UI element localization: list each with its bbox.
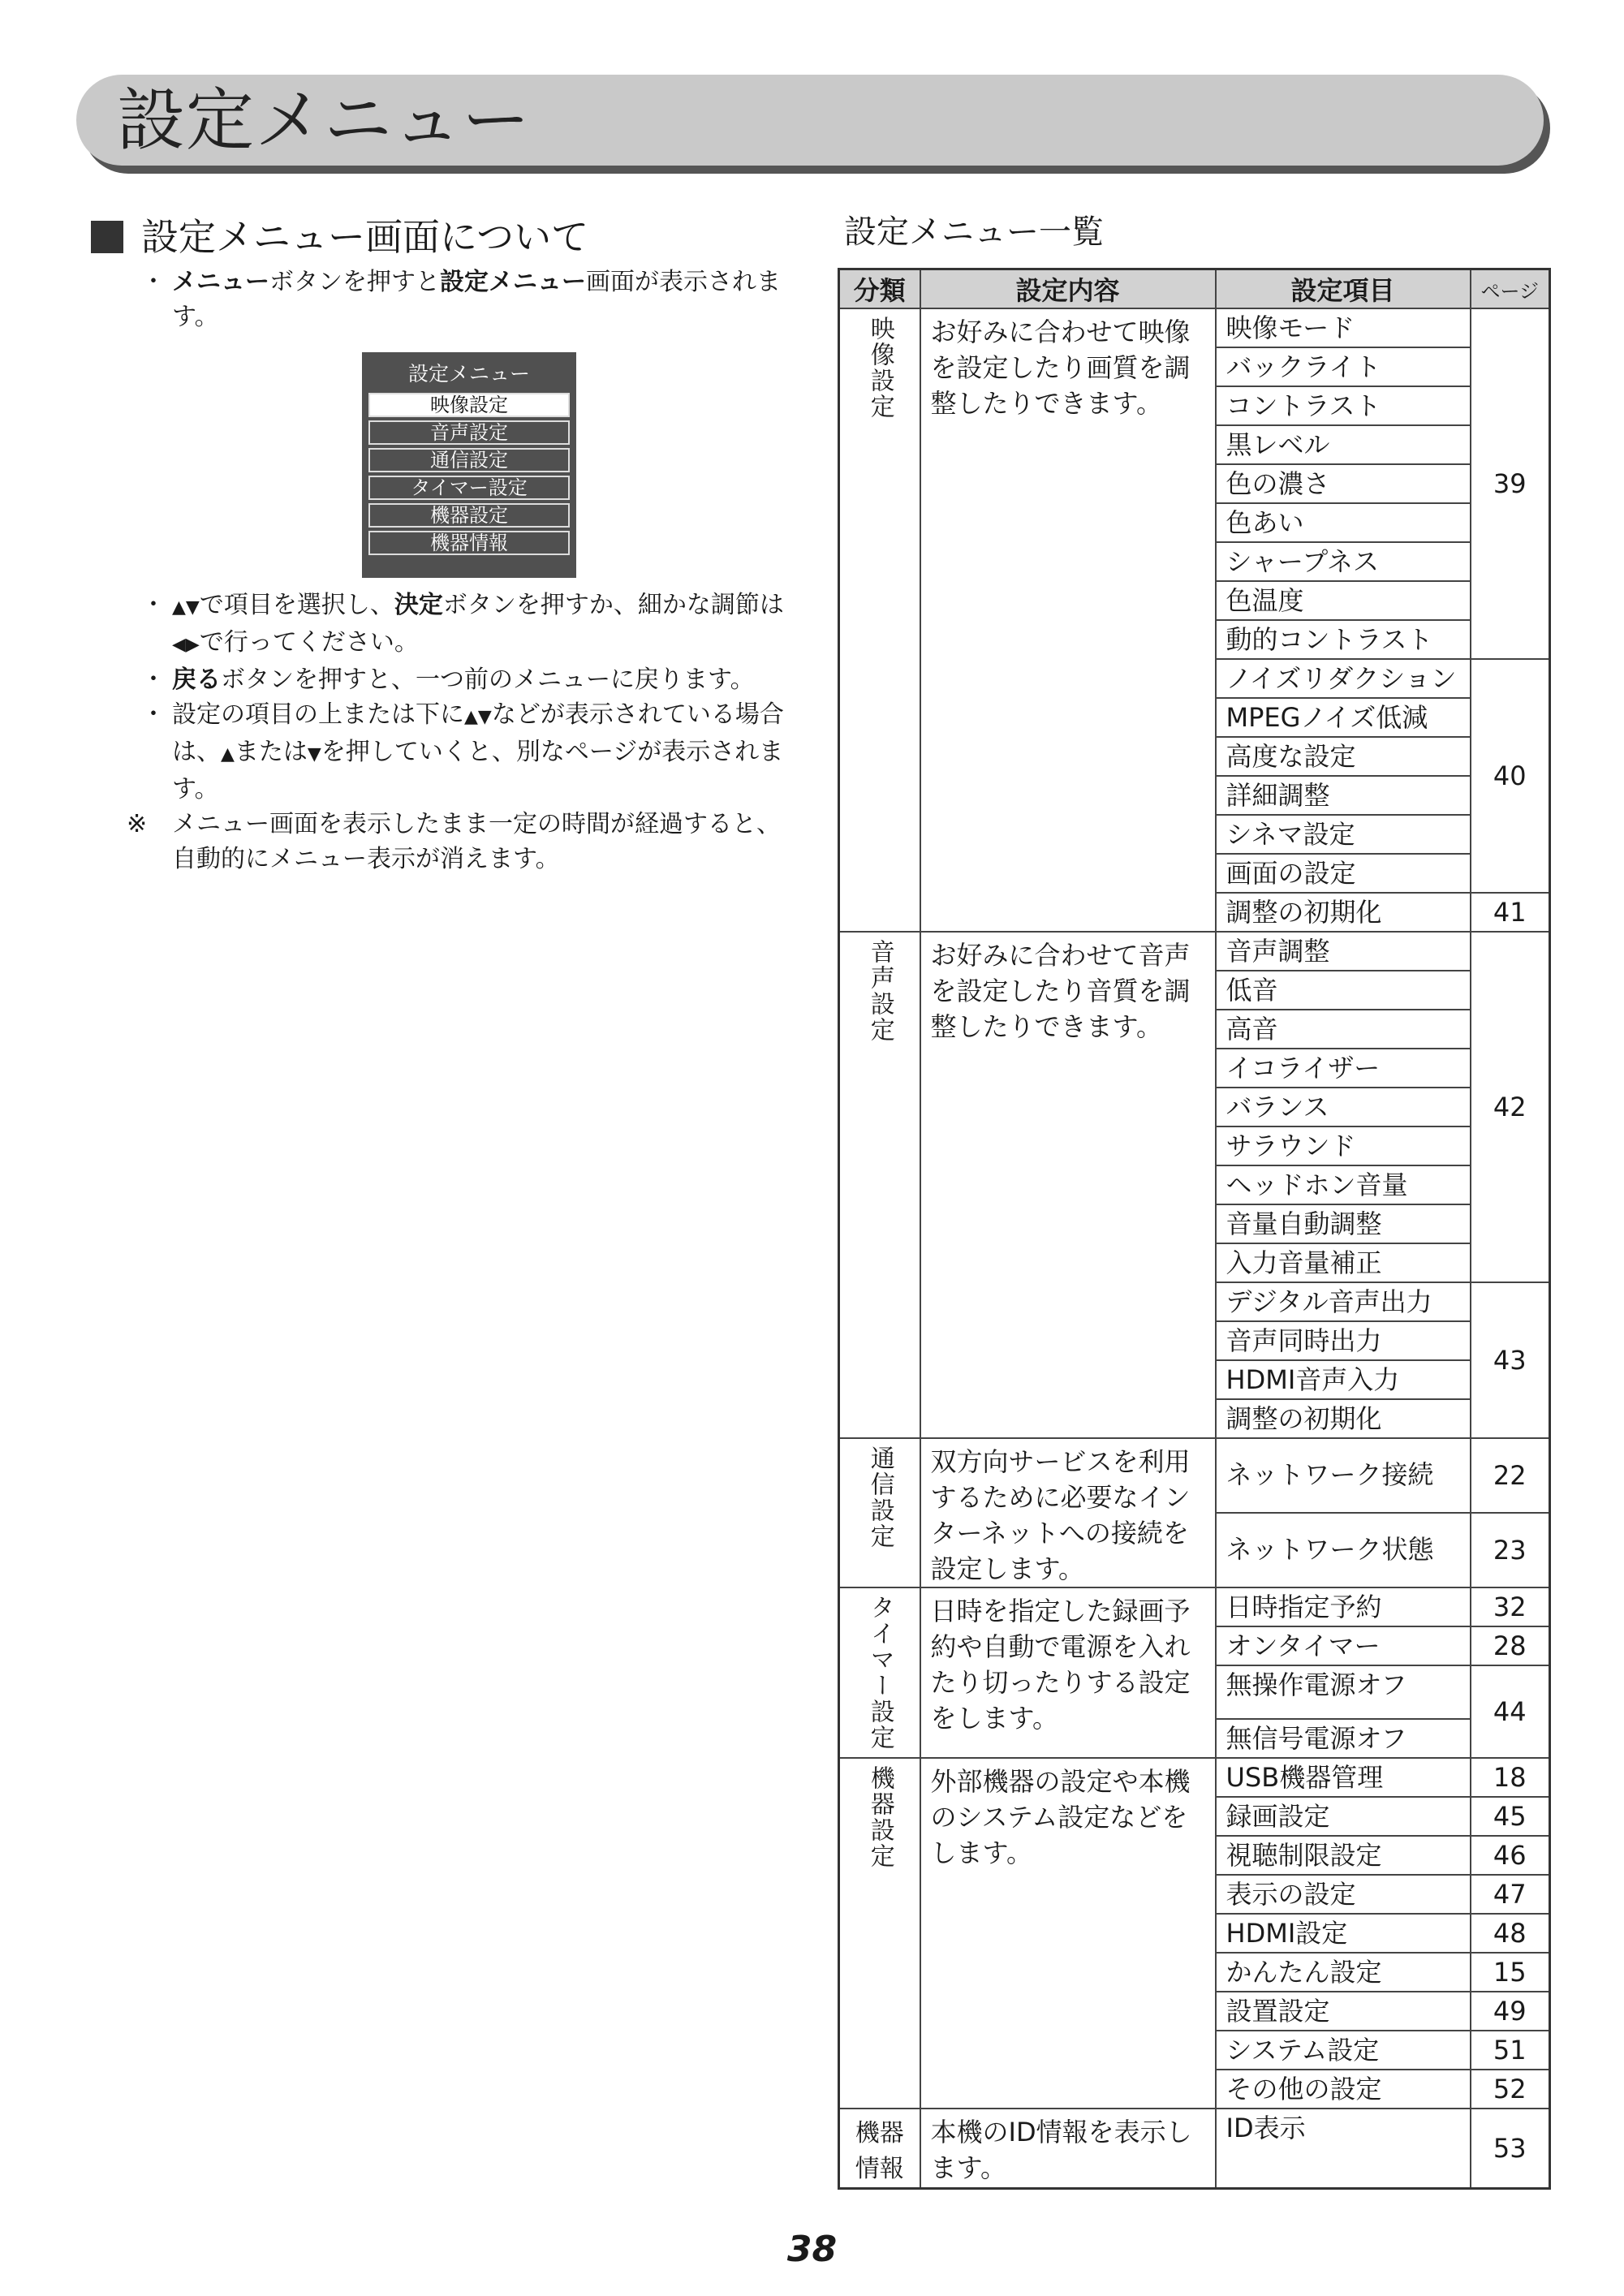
category-cell: タイマー設定 [839, 1587, 920, 1758]
description-cell: お好みに合わせて映像を設定したり画質を調整したりできます。 [920, 308, 1216, 932]
page-cell: 46 [1471, 1836, 1550, 1875]
item-cell: 高度な設定 [1216, 737, 1471, 776]
item-cell: かんたん設定 [1216, 1953, 1471, 1992]
page-cell: 18 [1471, 1758, 1550, 1797]
category-cell: 通信設定 [839, 1438, 920, 1587]
note-page-arrows: ・ 設定の項目の上または下に▲▼などが表示されている場合は、▲または▼を押していくと、別なページが表示されます。 [141, 700, 784, 803]
page-cell: 40 [1471, 659, 1550, 893]
item-cell: 無信号電源オフ [1216, 1719, 1471, 1758]
table-row [839, 1587, 1550, 1626]
item-cell: デジタル音声出力 [1216, 1282, 1471, 1321]
menu-illustration-item: 通信設定 [368, 448, 570, 472]
down-arrow-icon: ▼ [307, 744, 321, 765]
description-cell: お好みに合わせて音声を設定したり音質を調整したりできます。 [920, 932, 1216, 1438]
header-page: ページ [1471, 269, 1550, 309]
item-cell: ネットワーク接続 [1216, 1438, 1471, 1513]
menu-illustration-item: 機器設定 [368, 503, 570, 528]
item-cell: サラウンド [1216, 1126, 1471, 1165]
item-cell: コントラスト [1216, 386, 1471, 425]
menu-list-title: 設定メニュー一覧 [844, 213, 1104, 251]
table-row [839, 1438, 1550, 1513]
item-cell: HDMI設定 [1216, 1914, 1471, 1953]
up-arrow-icon: ▲ [172, 597, 186, 618]
down-arrow-icon: ▼ [185, 597, 200, 618]
item-cell: 色あい [1216, 503, 1471, 542]
header-description: 設定内容 [920, 269, 1216, 309]
page-cell: 42 [1471, 932, 1550, 1282]
page-number: 38 [786, 2229, 838, 2270]
item-cell: 無操作電源オフ [1216, 1665, 1471, 1719]
note-navigation: ・ ▲▼で項目を選択し、決定ボタンを押すか、細かな調節は◀▶で行ってください。 [141, 591, 784, 657]
table-header-row [839, 269, 1550, 309]
item-cell: HDMI音声入力 [1216, 1360, 1471, 1399]
page-title: 設定メニュー [117, 80, 532, 160]
menu-illustration-item: タイマー設定 [368, 476, 570, 500]
page-cell: 51 [1471, 2031, 1550, 2070]
menu-illustration-header: 設定メニュー [407, 362, 530, 386]
item-cell: 色の濃さ [1216, 464, 1471, 503]
item-cell: 高音 [1216, 1010, 1471, 1049]
description-cell: 双方向サービスを利用するために必要なインターネットへの接続を設定します。 [920, 1438, 1216, 1587]
item-cell: ID表示 [1216, 2109, 1471, 2189]
square-bullet-icon [91, 221, 123, 253]
item-cell: 視聴制限設定 [1216, 1836, 1471, 1875]
item-cell: 日時指定予約 [1216, 1587, 1471, 1626]
table-row [839, 1758, 1550, 1797]
menu-illustration-item: 音声設定 [368, 420, 570, 445]
menu-illustration-item: 機器情報 [368, 531, 570, 555]
item-cell: 色温度 [1216, 581, 1471, 620]
item-cell: 詳細調整 [1216, 776, 1471, 815]
left-arrow-icon: ◀ [172, 635, 186, 655]
up-arrow-icon: ▲ [221, 744, 235, 765]
item-cell: 表示の設定 [1216, 1875, 1471, 1914]
item-cell: 録画設定 [1216, 1797, 1471, 1836]
item-cell: オンタイマー [1216, 1626, 1471, 1665]
page-cell: 23 [1471, 1513, 1550, 1587]
menu-illustration-item: 映像設定 [368, 393, 570, 417]
item-cell: 音量自動調整 [1216, 1204, 1471, 1243]
category-cell: 機器設定 [839, 1758, 920, 2109]
settings-menu-illustration [362, 352, 576, 578]
category-cell: 機器情報 [839, 2109, 920, 2189]
category-cell: 映像設定 [839, 308, 920, 932]
section-heading-text: 設定メニュー画面について [141, 215, 589, 259]
item-cell: 音声同時出力 [1216, 1321, 1471, 1360]
note-back-button: ・ 戻るボタンを押すと、一つ前のメニューに戻ります。 [141, 666, 755, 694]
category-cell: 音声設定 [839, 932, 920, 1438]
item-cell: 調整の初期化 [1216, 893, 1471, 932]
notes-lower [127, 588, 803, 877]
item-cell: USB機器管理 [1216, 1758, 1471, 1797]
notes [130, 265, 803, 334]
item-cell: バックライト [1216, 347, 1471, 386]
item-cell: シャープネス [1216, 542, 1471, 581]
item-cell: 画面の設定 [1216, 854, 1471, 893]
item-cell: システム設定 [1216, 2031, 1471, 2070]
item-cell: ヘッドホン音量 [1216, 1165, 1471, 1204]
item-cell: 黒レベル [1216, 425, 1471, 464]
item-cell: イコライザー [1216, 1049, 1471, 1088]
header-category: 分類 [839, 269, 920, 309]
page-cell: 52 [1471, 2070, 1550, 2109]
item-cell: 映像モード [1216, 308, 1471, 347]
header-item: 設定項目 [1216, 269, 1471, 309]
page-title-bar [76, 75, 1544, 166]
page-cell: 15 [1471, 1953, 1550, 1992]
page-cell: 22 [1471, 1438, 1550, 1513]
table-row [839, 932, 1550, 971]
description-cell: 外部機器の設定や本機のシステム設定などをします。 [920, 1758, 1216, 2109]
page-cell: 44 [1471, 1665, 1550, 1758]
down-arrow-icon: ▼ [477, 707, 492, 727]
item-cell: バランス [1216, 1088, 1471, 1126]
page-cell: 45 [1471, 1797, 1550, 1836]
item-cell: 音声調整 [1216, 932, 1471, 971]
table-row [839, 308, 1550, 347]
section-heading [91, 213, 588, 261]
page-cell: 41 [1471, 893, 1550, 932]
page-cell: 49 [1471, 1992, 1550, 2031]
description-cell: 本機のID情報を表示します。 [920, 2109, 1216, 2189]
item-cell: 入力音量補正 [1216, 1243, 1471, 1282]
up-arrow-icon: ▲ [464, 707, 478, 727]
item-cell: 設置設定 [1216, 1992, 1471, 2031]
item-cell: その他の設定 [1216, 2070, 1471, 2109]
note-menu-button: ・ メニューボタンを押すと設定メニュー画面が表示されます。 [141, 268, 781, 331]
page-cell: 43 [1471, 1282, 1550, 1438]
page-cell: 28 [1471, 1626, 1550, 1665]
item-cell: 動的コントラスト [1216, 620, 1471, 659]
item-cell: シネマ設定 [1216, 815, 1471, 854]
item-cell: ネットワーク状態 [1216, 1513, 1471, 1587]
page-cell: 47 [1471, 1875, 1550, 1914]
table-row [839, 2109, 1550, 2189]
page-cell: 53 [1471, 2109, 1550, 2189]
item-cell: MPEGノイズ低減 [1216, 698, 1471, 737]
page-cell: 48 [1471, 1914, 1550, 1953]
item-cell: 低音 [1216, 971, 1471, 1010]
right-arrow-icon: ▶ [185, 635, 200, 655]
item-cell: 調整の初期化 [1216, 1399, 1471, 1438]
description-cell: 日時を指定した録画予約や自動で電源を入れたり切ったりする設定をします。 [920, 1587, 1216, 1758]
item-cell: ノイズリダクション [1216, 659, 1471, 698]
page-cell: 32 [1471, 1587, 1550, 1626]
settings-menu-table [838, 268, 1551, 2190]
note-timeout: ※ メニュー画面を表示したまま一定の時間が経過すると、自動的にメニュー表示が消えます。 [127, 810, 781, 873]
page-cell: 39 [1471, 308, 1550, 659]
